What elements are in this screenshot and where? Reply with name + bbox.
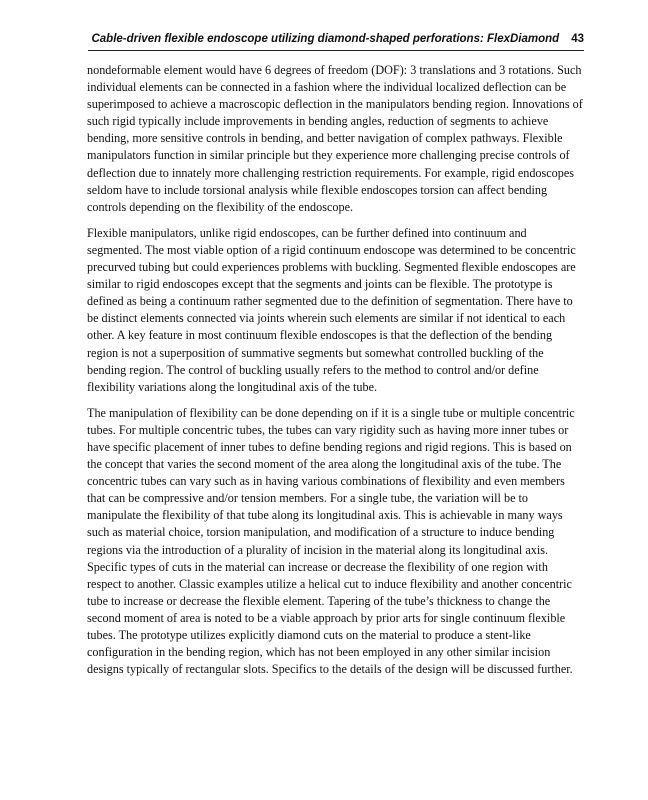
running-header [88,30,584,51]
paragraph-2: Flexible manipulators, unlike rigid endoscopes, can be further defined into continuum and segmented. The most viable option of a rigid continuum endoscope was determined to be concentric precurved tubing but could experiences problems with buckling. Segmented flexible endoscopes are similar to rigid endoscopes except that the segments and joints can be flexible. The prototype is defined as being a continuum rather segmented due to the definition of segmentation. There have to be distinct elements connected via joints wherein such elements are similar if not identical to each other. A key feature in most continuum flexible endoscopes is that the deflection of the bending region is not a superposition of summative segments but somewhat controlled buckling of the bending region. The control of buckling usually refers to the method to control and/or define flexibility variations along the longitudinal axis of the tube. [87,225,576,394]
paragraph-3: The manipulation of flexibility can be done depending on if it is a single tube or multiple concentric tubes. For multiple concentric tubes, the tubes can vary rigidity such as having more inner tubes or have specific placement of inner tubes to define bending regions and rigid regions. This is based on the concept that varies the second moment of the area along the longitudinal axis of the tube. The concentric tubes can vary such as in having various combinations of flexibility and even members that can be compressive and/or tension members. For a single tube, the variation will be to manipulate the flexibility of that tube along its longitudinal axis. This is achievable in many ways such as material choice, torsion manipulation, and modification of a structure to induce bending regions via the introduction of a plurality of incision in the material along its longitudinal axis. Specific types of cuts in the material can increase or decrease the flexibility of one region with respect to another. Classic examples utilize a helical cut to induce flexibility and another concentric tube to increase or decrease the flexible element. Tapering of the tube’s thickness to change the second moment of area is noted to be a viable approach by prior arts for single continuum flexible tubes. The prototype utilizes explicitly diamond cuts on the material to produce a stent-like configuration in the bending region, which has not been employed in any other similar incision designs typically of rectangular slots. Specifics to the details of the design will be discussed further. [87,405,575,677]
running-title: Cable-driven flexible endoscope utilizing diamond-shaped perforations: FlexDiamond [91,33,560,45]
paragraph-1: nondeformable element would have 6 degrees of freedom (DOF): 3 translations and 3 rotations. Such individual elements can be connected in a fashion where the individual localized deflection can be superimposed to achieve a macroscopic deflection in the manipulators bending region. Innovations of such rigid typically include improvements in bending angles, reduction of segments to achieve bending, more sensitive controls in bending, and better navigation of complex pathways. Flexible manipulators function in similar principle but they experience more challenging precise controls of deflection due to innately more challenging restriction requirements. For example, rigid endoscopes seldom have to include torsional analysis while flexible endoscopes torsion can affect bending controls depending on the flexibility of the endoscope. [87,63,583,214]
body-text [87,62,583,687]
page-number: 43 [571,33,584,45]
